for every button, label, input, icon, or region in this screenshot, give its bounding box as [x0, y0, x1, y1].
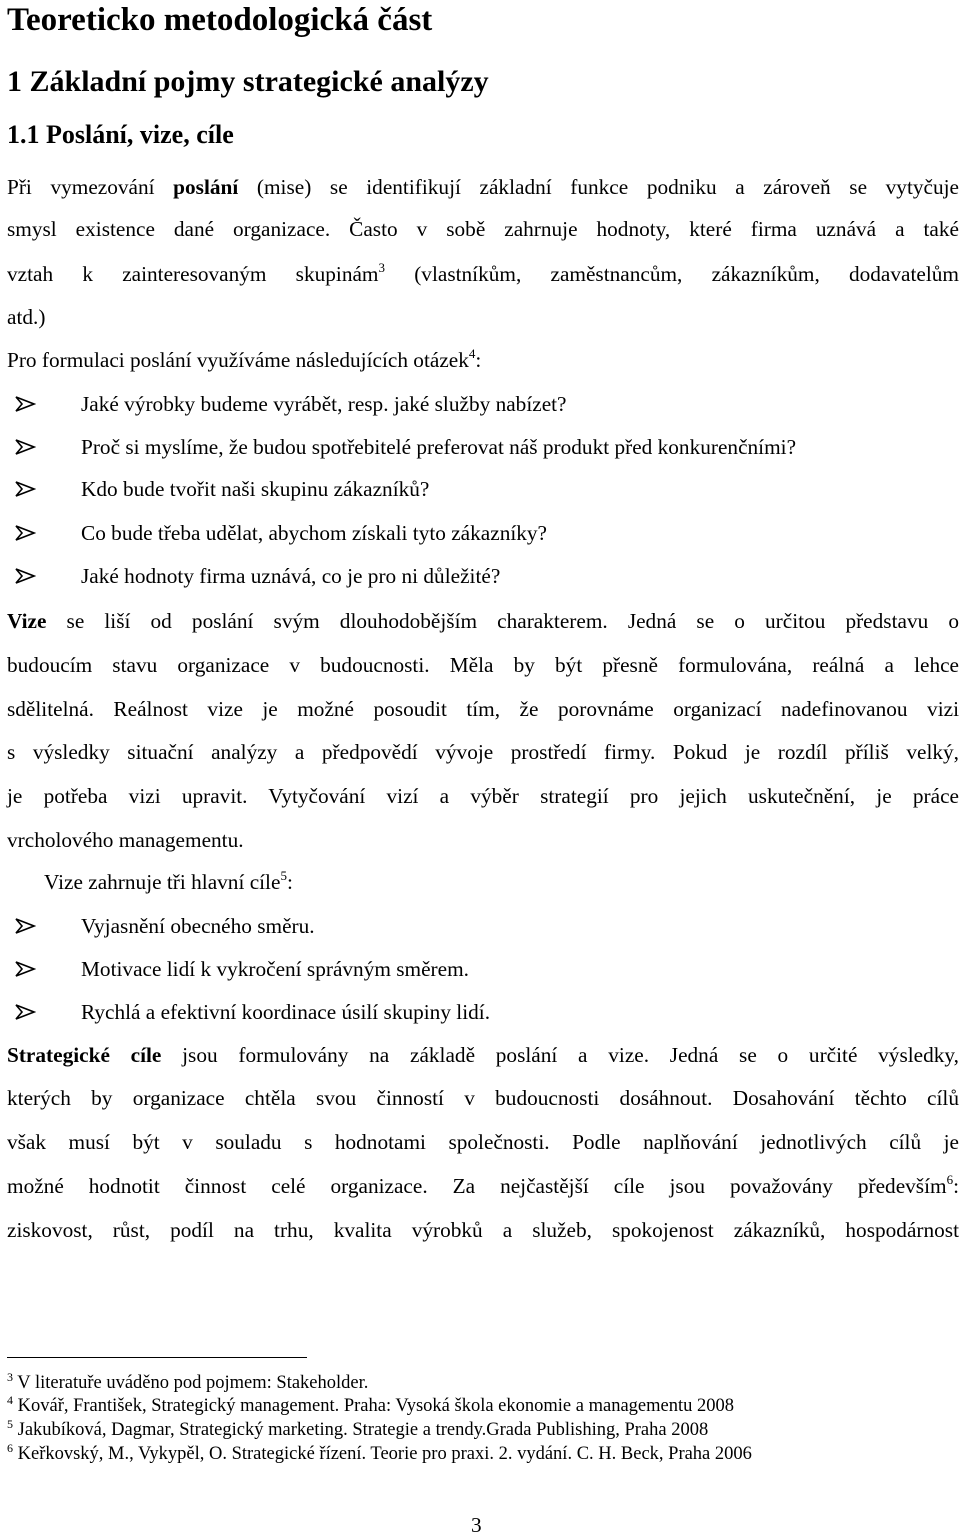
list-item-text: Jaké hodnoty firma uznává, co je pro ni důležité? [81, 564, 501, 588]
page-number: 3 [471, 1513, 482, 1537]
arrow-bullet-icon [14, 395, 36, 413]
p1-line-1 [7, 172, 959, 202]
arrow-bullet-icon [14, 1003, 36, 1021]
chapter-title: 1 Základní pojmy strategické analýzy [7, 65, 489, 98]
p4-intro [44, 867, 960, 897]
list-item-text: Co bude třeba udělat, abychom získali tyto zákazníky? [81, 521, 548, 545]
footnote-text: Kovář, František, Strategický management. Praha: Vysoká škola ekonomie a managementu 2008 [13, 1396, 734, 1416]
text: (vlastníkům, zaměstnancům, zákazníkům, dodavatelům [385, 262, 959, 286]
text: se liší od poslání svým dlouhodobějším charakterem. Jedná se o určitou představu o [46, 609, 959, 633]
arrow-bullet-icon [14, 438, 36, 456]
text: : [475, 348, 482, 372]
footnote [7, 1394, 734, 1418]
p3-line-1 [7, 606, 959, 636]
text: Pro formulaci poslání využíváme následujících otázek [7, 348, 469, 372]
arrow-bullet-icon [14, 960, 36, 978]
arrow-bullet-icon [14, 917, 36, 935]
list-item-text: Motivace lidí k vykročení správným směrem. [81, 957, 469, 981]
p5-line-5: ziskovost, růst, podíl na trhu, kvalita výrobků a služeb, spokojenost zákazníků, hospodárnost [7, 1218, 959, 1242]
p1-line-3 [7, 259, 959, 289]
text: možné hodnotit činnost celé organizace. Za nejčastější cíle jsou považovány především [7, 1174, 947, 1198]
footnote-number: 3 [7, 1370, 13, 1384]
term-vize: Vize [7, 609, 47, 633]
term-strategicke-cile: Strategické cíle [7, 1043, 162, 1067]
p3-line-3: sdělitelná. Reálnost vize je možné posoudit tím, že porovnáme organizací nadefinovanou vizi [7, 697, 959, 721]
arrow-bullet-icon [14, 567, 36, 585]
text: : [953, 1174, 959, 1198]
p1-line-2: smysl existence dané organizace. Často v sobě zahrnuje hodnoty, které firma uznává a také [7, 217, 959, 241]
p3-line-4: s výsledky situační analýzy a předpovědí vývoje prostředí firmy. Pokud je rozdíl příliš velký, [7, 740, 959, 764]
p5-line-2: kterých by organizace chtěla svou činností v budoucnosti dosáhnout. Dosahování těchto cílů [7, 1086, 959, 1110]
footnote-number: 6 [7, 1441, 13, 1455]
footnote-ref: 4 [468, 346, 476, 361]
p2-intro [7, 345, 959, 375]
list-item-text: Vyjasnění obecného směru. [81, 914, 315, 938]
footnote-ref: 3 [378, 260, 385, 275]
text: (mise) se identifikují základní funkce podniku a zároveň se vytyčuje [238, 175, 959, 199]
text: vztah k zainteresovaným skupinám [7, 262, 379, 286]
list-item-text: Proč si myslíme, že budou spotřebitelé preferovat náš produkt před konkurenčními? [81, 435, 797, 459]
section-title: 1.1 Poslání, vize, cíle [7, 120, 234, 149]
list-item-text: Kdo bude tvořit naši skupinu zákazníků? [81, 477, 430, 501]
p5-line-3: však musí být v souladu s hodnotami společnosti. Podle naplňování jednotlivých cílů je [7, 1130, 959, 1154]
term-poslani: poslání [173, 175, 239, 199]
p5-line-1 [7, 1040, 959, 1070]
p3-line-2: budoucím stavu organizace v budoucnosti. Měla by být přesně formulována, reálná a lehce [7, 653, 959, 677]
footnote [7, 1418, 708, 1442]
footnote-text: V literatuře uváděno pod pojmem: Stakeholder. [13, 1373, 369, 1393]
p3-line-5: je potřeba vizi upravit. Vytyčování vizí a výběr strategií pro jejich uskutečnění, je práce [7, 784, 959, 808]
footnote [7, 1442, 752, 1466]
list-item-text: Jaké výrobky budeme vyrábět, resp. jaké služby nabízet? [81, 392, 567, 416]
arrow-bullet-icon [14, 524, 36, 542]
arrow-bullet-icon [14, 480, 36, 498]
footnote-text: Jakubíková, Dagmar, Strategický marketing. Strategie a trendy.Grada Publishing, Praha 2008 [13, 1420, 709, 1440]
footnote [7, 1371, 368, 1395]
footnote-ref: 5 [280, 868, 287, 883]
footnote-number: 4 [7, 1393, 13, 1407]
p3-line-6: vrcholového managementu. [7, 828, 244, 852]
footnote-number: 5 [7, 1417, 13, 1431]
text: Při vymezování [7, 175, 174, 199]
footnote-text: Keřkovský, M., Vykypěl, O. Strategické řízení. Teorie pro praxi. 2. vydání. C. H. Beck, Praha 2006 [13, 1444, 752, 1464]
footnote-divider [7, 1357, 307, 1358]
part-title: Teoreticko metodologická část [7, 2, 433, 38]
p5-line-4 [7, 1171, 959, 1201]
text: Vize zahrnuje tři hlavní cíle [44, 870, 281, 894]
text: : [286, 870, 293, 894]
footnote-ref: 6 [946, 1172, 954, 1187]
p1-line-4: atd.) [7, 305, 46, 329]
text: jsou formulovány na základě poslání a vize. Jedná se o určité výsledky, [161, 1043, 959, 1067]
list-item-text: Rychlá a efektivní koordinace úsilí skupiny lidí. [81, 1000, 491, 1024]
